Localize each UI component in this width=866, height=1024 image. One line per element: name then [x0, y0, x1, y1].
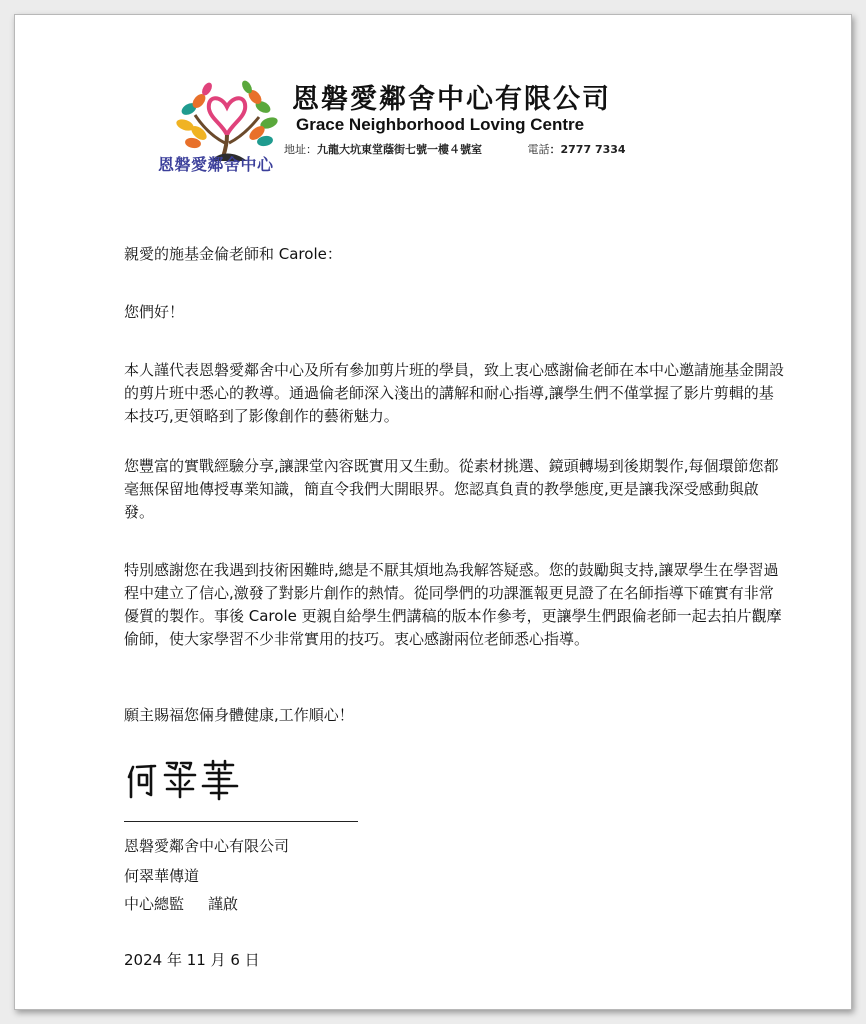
letter-page: [14, 14, 852, 1010]
greeting: 您們好！: [124, 303, 185, 321]
body-paragraph-1: 本人謹代表恩磐愛鄰舍中心及所有參加剪片班的學員，致上衷心感謝倫老師在本中心邀請施基金開設的剪片班中悉心的教導。通過倫老師深入淺出的講解和耐心指導,讓學生們不僅掌握了影片剪輯的基本技巧,更領略到了影像創作的藝術魅力。: [124, 361, 785, 425]
body-paragraph-3: 特別感謝您在我遇到技術困難時,總是不厭其煩地為我解答疑惑。您的鼓勵與支持,讓眾學生在學習過程中建立了信心,激發了對影片創作的熱情。從同學們的功課滙報更見證了在名師指導下確實有非常優質的製作。事後 Carole 更親自給學生們講稿的版本作參考，更讓學生們跟倫老師一起去拍片觀摩偷師，使大家學習不少非常實用的技巧。衷心感謝兩位老師悉心指導。: [124, 561, 782, 648]
phone-value: ：2777 7334: [549, 143, 626, 156]
body-paragraph-2: 您豐富的實戰經驗分享,讓課堂內容既實用又生動。從素材挑選、鏡頭轉場到後期製作,每個環節您都毫無保留地傳授專業知識，簡直令我們大開眼界。您認真負責的教學態度,更是讓我深受感動與啟發。: [124, 457, 779, 521]
signoff-person: 何翠華傳道: [124, 867, 200, 885]
contact-line: [284, 141, 626, 157]
org-name-english: Grace Neighborhood Loving Centre: [296, 115, 585, 134]
closing-blessing: 願主賜福您倆身體健康,工作順心！: [124, 706, 354, 724]
phone-label: 電話: [527, 143, 550, 156]
signature-line: [124, 821, 358, 822]
signoff-sign-word: 謹啟: [208, 895, 239, 913]
address-value: 九龍大坑東堂蔭街七號一樓４號室: [317, 143, 482, 156]
signoff-title: 中心總監: [124, 895, 185, 913]
org-name-chinese: 恩磐愛鄰舍中心有限公司: [292, 84, 611, 115]
signoff-title-row: [124, 893, 238, 914]
signoff-company: 恩磐愛鄰舍中心有限公司: [124, 837, 290, 855]
logo-tree-icon: [175, 79, 279, 161]
letter-date: 2024 年 11 月 6 日: [124, 951, 260, 969]
salutation: 親愛的施基金倫老師和 Carole：: [124, 245, 342, 263]
handwritten-signature: [125, 753, 245, 803]
logo-caption: 恩磐愛鄰舍中心: [158, 155, 274, 174]
address-label: 地址：: [284, 143, 317, 156]
